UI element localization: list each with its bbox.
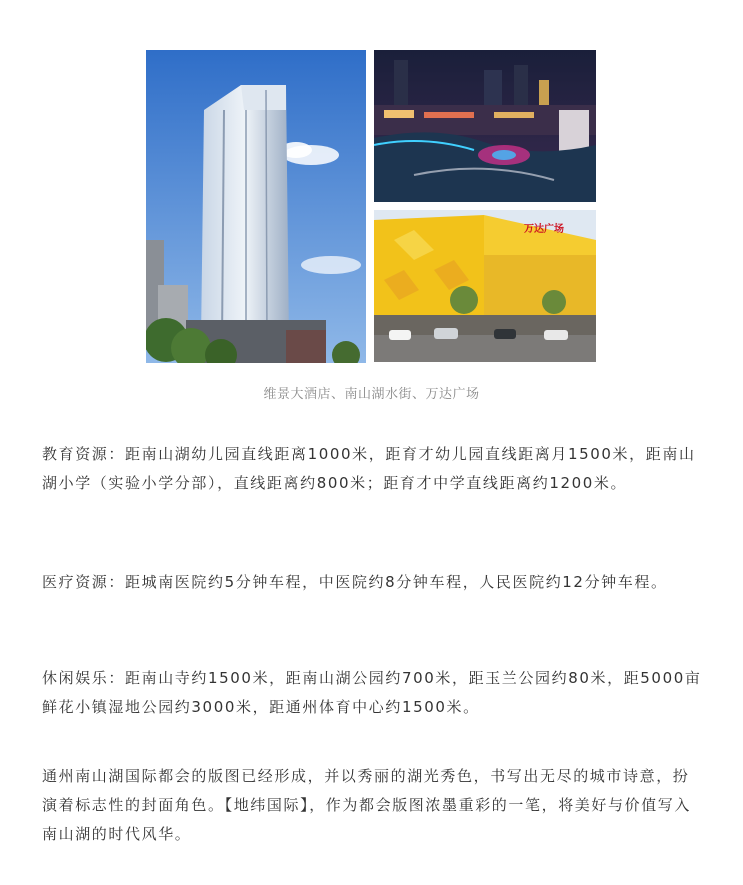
paragraph-medical: 医疗资源：距城南医院约5分钟车程，中医院约8分钟车程，人民医院约12分钟车程。 (42, 573, 668, 591)
svg-text:万达广场: 万达广场 (524, 224, 564, 235)
paragraph-leisure: 休闲娱乐：距南山寺约1500米，距南山湖公园约700米，距玉兰公园约80米，距5000亩鲜花小镇湿地公园约3000米，距通州体育中心约1500米。 (42, 669, 702, 716)
lake-water-street-night-photo (374, 50, 596, 202)
wanda-plaza-photo (374, 210, 596, 362)
paragraph-education: 教育资源：距南山湖幼儿园直线距离1000米，距育才幼儿园直线距离月1500米，距南山湖小学（实验小学分部），直线距离约800米；距育才中学直线距离约1200米。 (42, 445, 696, 492)
image-caption: 维景大酒店、南山湖水街、万达广场 (263, 387, 480, 402)
paragraph-summary: 通州南山湖国际都会的版图已经形成，并以秀丽的湖光秀色，书写出无尽的城市诗意，扮演着标志性的封面角色。【地纬国际】，作为都会版图浓墨重彩的一笔，将美好与价值写入南山湖的时代风华。 (42, 767, 692, 843)
hotel-tower-photo (146, 50, 366, 363)
